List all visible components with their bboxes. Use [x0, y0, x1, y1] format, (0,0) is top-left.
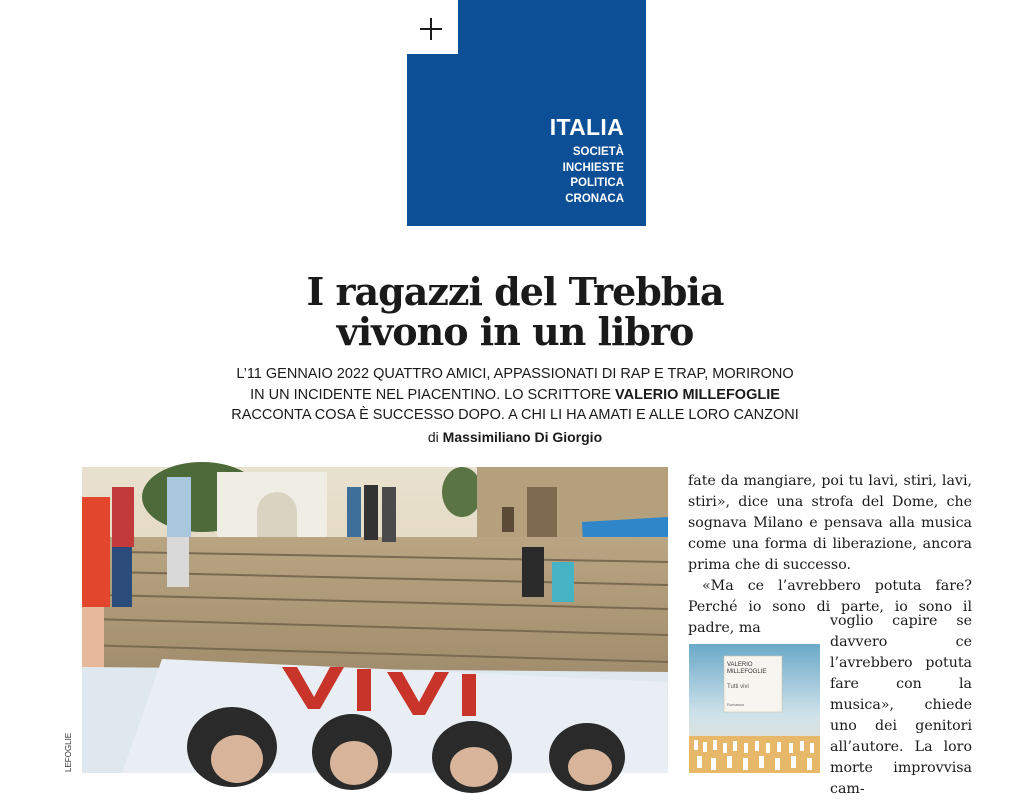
- byline-prefix: di: [427, 429, 443, 445]
- deck-author-name: VALERIO MILLEFOGLIE: [615, 386, 780, 403]
- plus-icon[interactable]: [420, 18, 442, 40]
- section-list: [563, 145, 624, 207]
- headline-line-1: I ragazzi del Trebbia: [306, 269, 724, 314]
- book-author: VALERIO MILLEFOGLIE: [727, 662, 767, 675]
- book-genre: Romanzo: [727, 702, 745, 707]
- byline: [180, 429, 850, 445]
- section-item-cronaca[interactable]: CRONACA: [565, 192, 624, 205]
- body-paragraph-2: «Ma ce l’avrebbero potuta fare? Perché io sono di parte, io sono il padre, ma: [688, 578, 972, 636]
- deck-line-1: L’11 GENNAIO 2022 QUATTRO AMICI, APPASSIONATI DI RAP E TRAP, MORIRONO: [236, 366, 794, 382]
- book-title: Tutti vivi: [727, 684, 749, 690]
- headline-line-2: vivono in un libro: [336, 309, 694, 354]
- section-item-inchieste[interactable]: INCHIESTE: [562, 161, 624, 174]
- photo-credit: LEFOGLIE: [64, 732, 73, 772]
- section-item-societa[interactable]: SOCIETÀ: [572, 146, 624, 158]
- article-photo: [82, 467, 668, 773]
- deck-line-3: RACCONTA COSA È SUCCESSO DOPO. A CHI LI HA AMATI E ALLE LORO CANZONI: [231, 407, 799, 423]
- section-item-politica[interactable]: POLITICA: [570, 177, 624, 189]
- section-title: ITALIA: [549, 114, 624, 140]
- body-paragraph-1: fate da mangiare, poi tu lavi, stiri, lavi, stiri», dice una strofa del Dome, che sognava Milano e pensava alla musica come una forma di liberazione, ancora prima che di successo.: [688, 473, 972, 573]
- deck-line-2: [180, 385, 850, 406]
- headline: [170, 269, 860, 354]
- deck: [180, 364, 850, 426]
- body-column-narrow: voglio capire se davvero ce l’avrebbero potuta fare con la musica», chiede uno dei genitori all’autore. La loro morte improvvisa cam-: [830, 613, 972, 797]
- byline-author: Massimiliano Di Giorgio: [442, 429, 603, 445]
- photo-illustration: [82, 467, 668, 773]
- book-cover: [689, 644, 820, 773]
- deck-line-2-text: IN UN INCIDENTE NEL PIACENTINO. LO SCRITTORE: [250, 386, 616, 403]
